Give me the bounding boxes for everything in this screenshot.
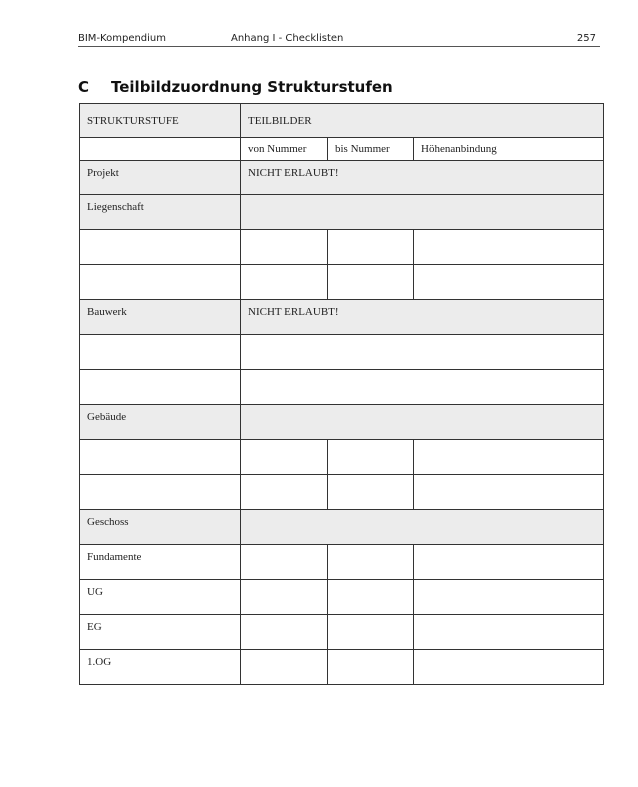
subheader-empty-cell bbox=[80, 138, 241, 161]
empty-cell[interactable] bbox=[241, 580, 328, 615]
section-title: Teilbildzuordnung Strukturstufen bbox=[111, 78, 393, 96]
row-label-eg: EG bbox=[80, 615, 241, 650]
table-subheader-row bbox=[80, 138, 604, 161]
row-note-projekt: NICHT ERLAUBT! bbox=[241, 161, 604, 195]
empty-cell[interactable] bbox=[241, 230, 328, 265]
empty-cell[interactable] bbox=[241, 370, 604, 405]
subheader-von-nummer: von Nummer bbox=[241, 138, 328, 161]
header-page-number: 257 bbox=[576, 33, 596, 44]
empty-cell[interactable] bbox=[328, 650, 414, 685]
empty-cell[interactable] bbox=[328, 545, 414, 580]
row-span-geschoss bbox=[241, 510, 604, 545]
row-span-gebaeude bbox=[241, 405, 604, 440]
table-header-row bbox=[80, 104, 604, 138]
row-label-gebaeude: Gebäude bbox=[80, 405, 241, 440]
table-row-bauwerk bbox=[80, 300, 604, 335]
header-chapter: Anhang I - Checklisten bbox=[231, 33, 344, 44]
table-row-empty bbox=[80, 230, 604, 265]
empty-cell[interactable] bbox=[328, 475, 414, 510]
row-label-fundamente: Fundamente bbox=[80, 545, 241, 580]
empty-cell[interactable] bbox=[328, 615, 414, 650]
row-label-liegenschaft: Liegenschaft bbox=[80, 195, 241, 230]
page-header bbox=[78, 33, 598, 47]
table-row-liegenschaft bbox=[80, 195, 604, 230]
empty-cell[interactable] bbox=[80, 265, 241, 300]
row-label-geschoss: Geschoss bbox=[80, 510, 241, 545]
empty-cell[interactable] bbox=[328, 265, 414, 300]
table-row-ug bbox=[80, 580, 604, 615]
row-span-liegenschaft bbox=[241, 195, 604, 230]
empty-cell[interactable] bbox=[414, 580, 604, 615]
empty-cell[interactable] bbox=[241, 615, 328, 650]
empty-cell[interactable] bbox=[414, 230, 604, 265]
empty-cell[interactable] bbox=[414, 650, 604, 685]
table-row-empty bbox=[80, 475, 604, 510]
table-row-gebaeude bbox=[80, 405, 604, 440]
empty-cell[interactable] bbox=[414, 475, 604, 510]
table-row-empty bbox=[80, 335, 604, 370]
empty-cell[interactable] bbox=[328, 440, 414, 475]
table-row-empty bbox=[80, 265, 604, 300]
empty-cell[interactable] bbox=[241, 650, 328, 685]
empty-cell[interactable] bbox=[241, 440, 328, 475]
row-label-1og: 1.OG bbox=[80, 650, 241, 685]
table-row-fundamente bbox=[80, 545, 604, 580]
row-note-bauwerk: NICHT ERLAUBT! bbox=[241, 300, 604, 335]
row-label-ug: UG bbox=[80, 580, 241, 615]
subheader-bis-nummer: bis Nummer bbox=[328, 138, 414, 161]
table-row-1og bbox=[80, 650, 604, 685]
empty-cell[interactable] bbox=[80, 475, 241, 510]
header-cell-teilbilder: TEILBILDER bbox=[241, 104, 604, 138]
table-row-empty bbox=[80, 370, 604, 405]
table-row-projekt bbox=[80, 161, 604, 195]
empty-cell[interactable] bbox=[80, 370, 241, 405]
row-label-bauwerk: Bauwerk bbox=[80, 300, 241, 335]
empty-cell[interactable] bbox=[241, 265, 328, 300]
empty-cell[interactable] bbox=[414, 440, 604, 475]
empty-cell[interactable] bbox=[328, 230, 414, 265]
strukturstufen-table bbox=[79, 103, 604, 685]
header-cell-strukturstufe: STRUKTURSTUFE bbox=[80, 104, 241, 138]
empty-cell[interactable] bbox=[241, 475, 328, 510]
table-row-empty bbox=[80, 440, 604, 475]
empty-cell[interactable] bbox=[80, 440, 241, 475]
empty-cell[interactable] bbox=[414, 265, 604, 300]
empty-cell[interactable] bbox=[80, 335, 241, 370]
subheader-hoehenanbindung: Höhenanbindung bbox=[414, 138, 604, 161]
empty-cell[interactable] bbox=[241, 335, 604, 370]
table-row-geschoss bbox=[80, 510, 604, 545]
row-label-projekt: Projekt bbox=[80, 161, 241, 195]
table-row-eg bbox=[80, 615, 604, 650]
header-book-title: BIM-Kompendium bbox=[78, 33, 167, 44]
empty-cell[interactable] bbox=[414, 615, 604, 650]
empty-cell[interactable] bbox=[80, 230, 241, 265]
empty-cell[interactable] bbox=[241, 545, 328, 580]
empty-cell[interactable] bbox=[414, 545, 604, 580]
header-divider bbox=[78, 46, 600, 47]
section-letter: C bbox=[78, 78, 90, 96]
empty-cell[interactable] bbox=[328, 580, 414, 615]
